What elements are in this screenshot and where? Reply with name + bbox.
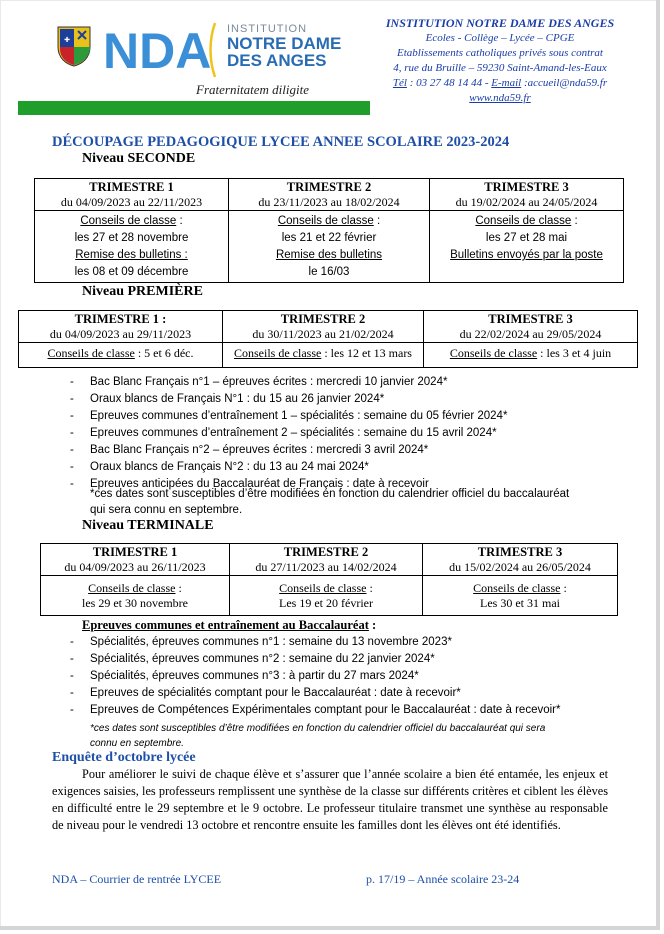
contact-line1: Ecoles - Collège – Lycée – CPGE <box>425 32 575 44</box>
list-item: - Bac Blanc Français n°1 – épreuves écrites : mercredi 10 janvier 2024* <box>70 374 630 391</box>
contact-address: 4, rue du Bruille – 59230 Saint-Amand-les-Eaux <box>393 62 607 74</box>
list-item: - Epreuves de spécialités comptant pour le Baccalauréat : date à recevoir* <box>70 685 630 702</box>
contact-block <box>378 16 622 106</box>
terminale-note-line2: connu en septembre. <box>90 738 184 749</box>
email-link[interactable]: E-mail <box>491 77 522 89</box>
contact-line2: Etablissements catholiques privés sous contrat <box>397 47 603 59</box>
heading-seconde: Niveau SECONDE <box>82 151 196 166</box>
list-item: - Spécialités, épreuves communes n°1 : semaine du 13 novembre 2023* <box>70 634 630 651</box>
premiere-term-2-councils: Conseils de classe : les 12 et 13 mars <box>223 343 424 368</box>
seconde-term-1-details: Conseils de classe : les 27 et 28 novembre Remise des bulletins : les 08 et 09 décembre <box>35 211 229 283</box>
terminale-term-3: TRIMESTRE 3 du 15/02/2024 au 26/05/2024 <box>423 544 618 576</box>
premiere-term-1-councils: Conseils de classe : 5 et 6 déc. <box>19 343 223 368</box>
list-item: - Epreuves de Compétences Expérimentales comptant pour le Baccalauréat : date à recevoir* <box>70 702 630 719</box>
terminale-note-line1: *ces dates sont susceptibles d’être modifiées en fonction du calendrier officiel du baccalauréat qui sera <box>90 723 546 734</box>
logo-institution-label: INSTITUTION <box>227 23 308 35</box>
terminale-bac-heading: Epreuves communes et entraînement au Baccalauréat : <box>82 618 377 632</box>
list-item: - Epreuves communes d’entraînement 2 – spécialités : semaine du 15 avril 2024* <box>70 425 630 442</box>
footer-page-number: p. 17/19 – Année scolaire 23-24 <box>366 872 520 886</box>
footer-left: NDA – Courrier de rentrée LYCEE <box>52 872 222 886</box>
heading-premiere: Niveau PREMIÈRE <box>82 284 203 299</box>
terminale-term-2: TRIMESTRE 2 du 27/11/2023 au 14/02/2024 <box>230 544 423 576</box>
nda-logo-letters: NDA <box>103 23 212 74</box>
page-title: DÉCOUPAGE PEDAGOGIQUE LYCEE ANNEE SCOLAIRE 2023-2024 <box>52 134 510 150</box>
premiere-term-1: TRIMESTRE 1 : du 04/09/2023 au 29/11/2023 <box>19 311 223 343</box>
svg-text:✚: ✚ <box>64 36 70 44</box>
premiere-events-list <box>70 374 630 493</box>
seconde-term-1: TRIMESTRE 1 du 04/09/2023 au 22/11/2023 <box>35 179 229 211</box>
list-item: - Spécialités, épreuves communes n°2 : semaine du 22 janvier 2024* <box>70 651 630 668</box>
terminale-events-list <box>70 634 630 719</box>
terminale-table <box>40 543 618 616</box>
logo-institution-name: NOTRE DAME DES ANGES <box>227 34 342 70</box>
header-green-bar <box>18 101 370 115</box>
list-item: - Epreuves communes d’entraînement 1 – spécialités : semaine du 05 février 2024* <box>70 408 630 425</box>
website-link[interactable]: www.nda59.fr <box>469 92 531 104</box>
list-item: - Oraux blancs de Français N°2 : du 13 au 24 mai 2024* <box>70 459 630 476</box>
seconde-term-2-details: Conseils de classe : les 21 et 22 février Remise des bulletins le 16/03 <box>229 211 430 283</box>
contact-title: INSTITUTION NOTRE DAME DES ANGES <box>385 16 615 30</box>
nda-logo <box>103 22 213 74</box>
premiere-term-3: TRIMESTRE 3 du 22/02/2024 au 29/05/2024 <box>424 311 638 343</box>
list-item: - Oraux blancs de Français N°1 : du 15 au 26 janvier 2024* <box>70 391 630 408</box>
premiere-table <box>18 310 638 368</box>
terminale-term-1: TRIMESTRE 1 du 04/09/2023 au 26/11/2023 <box>41 544 230 576</box>
list-item: - Bac Blanc Français n°2 – épreuves écrites : mercredi 3 avril 2024* <box>70 442 630 459</box>
crest-logo-icon <box>56 25 92 67</box>
enquete-title: Enquête d’octobre lycée <box>52 750 196 765</box>
contact-phone-email: Tél : 03 27 48 14 44 - E-mail :accueil@nda59.fr <box>392 77 608 89</box>
premiere-note-line2: qui sera connu en septembre. <box>90 504 243 516</box>
premiere-note-line1: *ces dates sont susceptibles d’être modifiées en fonction du calendrier officiel du baccalauréat <box>90 488 570 500</box>
seconde-term-2: TRIMESTRE 2 du 23/11/2023 au 18/02/2024 <box>229 179 430 211</box>
list-item: - Spécialités, épreuves communes n°3 : à partir du 27 mars 2024* <box>70 668 630 685</box>
terminale-term-1-councils: Conseils de classe : les 29 et 30 novembre <box>41 576 230 616</box>
logo-divider-icon <box>209 22 217 78</box>
enquete-paragraph: Pour améliorer le suivi de chaque élève et s’assurer que l’année scolaire a bien été entamée, les enjeux et exigences saisies, les professeurs remplissent une synthèse de la classe sur différents critères et ciblent les élèves en difficulté entre le 29 septembre et le 9 octobre. Le professeur titulaire transmet une synthèse au responsable de niveau pour le vendredi 13 octobre et rencontre ensuite les familles dont les élèves ont été identifiés. <box>52 767 608 832</box>
list-item: - Epreuves anticipées du Baccalauréat de Français : date à recevoir <box>70 476 630 493</box>
motto: Fraternitatem diligite <box>196 82 310 97</box>
seconde-term-3: TRIMESTRE 3 du 19/02/2024 au 24/05/2024 <box>430 179 624 211</box>
tel-label: Tél <box>392 77 407 89</box>
premiere-term-3-councils: Conseils de classe : les 3 et 4 juin <box>424 343 638 368</box>
terminale-term-2-councils: Conseils de classe : Les 19 et 20 février <box>230 576 423 616</box>
terminale-term-3-councils: Conseils de classe : Les 30 et 31 mai <box>423 576 618 616</box>
heading-terminale: Niveau TERMINALE <box>82 518 214 533</box>
seconde-table <box>34 178 624 283</box>
seconde-term-3-details: Conseils de classe : les 27 et 28 mai Bulletins envoyés par la poste <box>430 211 624 283</box>
premiere-term-2: TRIMESTRE 2 du 30/11/2023 au 21/02/2024 <box>223 311 424 343</box>
